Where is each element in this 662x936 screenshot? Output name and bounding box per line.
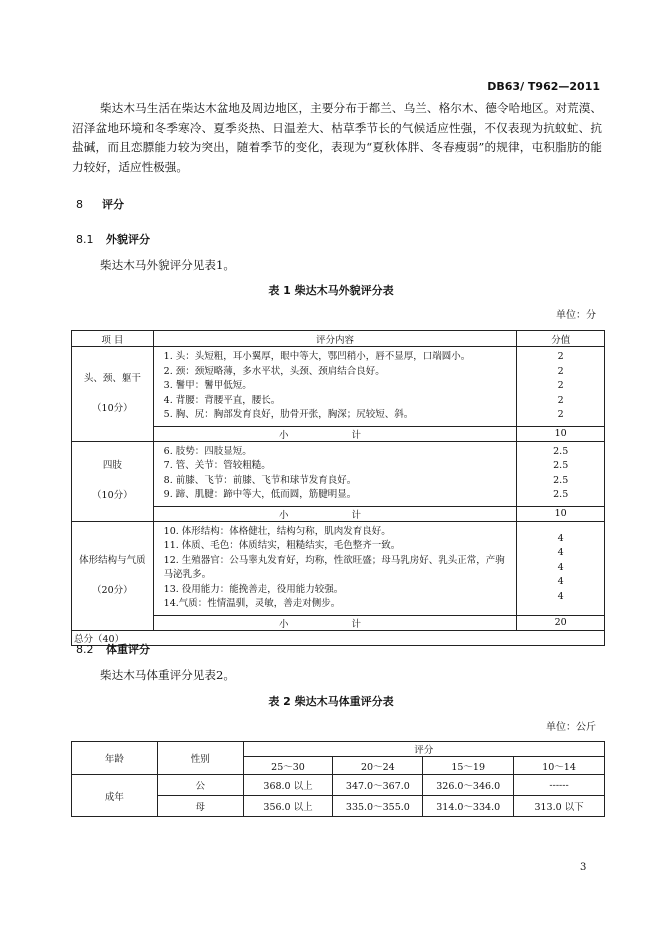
- weight-range: ------: [514, 775, 605, 796]
- header-item: 项 目: [72, 331, 154, 347]
- sex-cell: 母: [157, 796, 243, 817]
- weight-range: 314.0～334.0: [423, 796, 514, 817]
- category-points: （10分）: [92, 490, 133, 501]
- appearance-score-table: [71, 330, 605, 646]
- category-cell: [72, 521, 154, 630]
- score-value: 4: [557, 576, 564, 588]
- header-score: 评分: [243, 742, 604, 757]
- sex-cell: 公: [157, 775, 243, 796]
- subtotal-label: 小 计: [153, 615, 517, 630]
- table1-reference: 柴达木马外貌评分见表1。: [100, 258, 235, 272]
- criterion: 4. 背腰：背腰平直，腰长。: [163, 394, 281, 406]
- category-points: （20分）: [92, 584, 133, 596]
- score-value: 2: [557, 409, 564, 420]
- score-values: [517, 347, 605, 427]
- weight-range: 313.0 以下: [514, 796, 605, 817]
- table2-unit: 单位：公斤: [546, 722, 596, 733]
- score-value: 2.5: [553, 445, 569, 457]
- table2-reference: 柴达木马体重评分见表2。: [100, 668, 235, 682]
- criterion: 1. 头：头短粗，耳小翼厚，眼中等大，鄂凹稍小，唇不显厚，口端圆小。: [163, 351, 471, 362]
- score-value: 4: [557, 532, 564, 544]
- subtotal-value: 10: [517, 426, 605, 441]
- score-value: 2: [557, 365, 564, 377]
- table2-caption: 表 2 柴达木马体重评分表: [268, 695, 394, 708]
- section-title: 外貌评分: [106, 233, 150, 246]
- table1-unit: 单位：分: [556, 310, 596, 321]
- section-8-heading: [76, 196, 124, 212]
- criterion: 12. 生殖器官：公马睾丸发育好，均称，性欲旺盛；母马乳房好、乳头正常，产驹马泌乳多。: [163, 554, 505, 580]
- score-level: 25～30: [243, 757, 333, 775]
- criterion: 9. 蹄、肌腱：蹄中等大，低而圆，筋腱明显。: [163, 489, 357, 500]
- criterion: 14.气质：性情温驯，灵敏，善走对侧步。: [163, 598, 341, 609]
- score-value: 2.5: [553, 474, 569, 486]
- subtotal-label: 小 计: [153, 506, 517, 521]
- criterion: 2. 颈：颈短略薄，多水平状，头颈、颈肩结合良好。: [163, 365, 385, 377]
- category-name: 体形结构与气质: [79, 554, 146, 566]
- criterion: 10. 体形结构：体格健壮，结构匀称，肌肉发育良好。: [163, 525, 391, 537]
- category-cell: [72, 347, 154, 442]
- score-value: 2: [557, 394, 564, 406]
- score-level: 20～24: [333, 757, 423, 775]
- score-level: 15～19: [423, 757, 514, 775]
- header-content: 评分内容: [153, 331, 517, 347]
- criterion: 11. 体质、毛色：体质结实，粗糙结实，毛色整齐一致。: [163, 540, 401, 551]
- total-score: 总分（40）: [72, 630, 605, 645]
- section-number: 8.2: [76, 643, 94, 656]
- document-id: DB63/ T962—2011: [487, 80, 600, 93]
- section-8-2-heading: [76, 641, 150, 657]
- criterion: 7. 管、关节：管较粗糙。: [163, 460, 271, 471]
- score-value: 2.5: [553, 489, 569, 500]
- score-level: 10～14: [514, 757, 605, 775]
- weight-range: 335.0～355.0: [333, 796, 423, 817]
- score-value: 2: [557, 351, 564, 362]
- criterion: 13. 役用能力：能挽善走，役用能力较强。: [163, 583, 344, 595]
- weight-range: 326.0～346.0: [423, 775, 514, 796]
- category-cell: [72, 441, 154, 521]
- score-value: 4: [557, 547, 564, 559]
- subtotal-value: 10: [517, 506, 605, 521]
- header-score: 分值: [517, 331, 605, 347]
- header-age: 年龄: [72, 742, 158, 775]
- section-number: 8: [76, 198, 83, 211]
- weight-score-table: [71, 741, 605, 817]
- weight-range: 356.0 以上: [243, 796, 333, 817]
- weight-range: 347.0～367.0: [333, 775, 423, 796]
- category-name: 头、颈、躯干: [83, 372, 141, 384]
- criterion: 3. 鬐甲：鬐甲低短。: [163, 380, 252, 391]
- section-8-1-heading: [76, 231, 150, 247]
- score-values: [517, 441, 605, 506]
- weight-range: 368.0 以上: [243, 775, 333, 796]
- subtotal-value: 20: [517, 615, 605, 630]
- criteria-list: [153, 347, 517, 427]
- criterion: 8. 前膝、飞节：前膝、飞节和球节发育良好。: [163, 474, 357, 486]
- category-name: 四肢: [102, 460, 122, 471]
- section-title: 体重评分: [106, 643, 150, 656]
- criterion: 5. 胸、尻：胸部发育良好，肋骨开张，胸深；尻较短、斜。: [163, 409, 414, 420]
- table1-caption: 表 1 柴达木马外貌评分表: [268, 284, 394, 297]
- intro-paragraph: 柴达木马生活在柴达木盆地及周边地区，主要分布于都兰、乌兰、格尔木、德令哈地区。对荒漠、沼泽盆地环境和冬季寒冷、夏季炎热、日温差大、枯草季节长的气候适应性强，不仅表现为抗蚊虻、抗盐碱，而且恋膘能力较为突出，随着季节的变化，表现为“夏秋体胖、冬春瘦弱”的规律，屯积脂肪的能力较好，适应性极强。: [72, 101, 602, 174]
- category-points: （10分）: [92, 402, 133, 414]
- score-value: 4: [557, 561, 564, 573]
- criteria-list: [153, 521, 517, 615]
- score-value: 4: [557, 590, 564, 602]
- subtotal-label: 小 计: [153, 426, 517, 441]
- section-number: 8.1: [76, 233, 94, 246]
- score-value: 2.5: [553, 460, 569, 471]
- score-values: [517, 521, 605, 615]
- criteria-list: [153, 441, 517, 506]
- age-group: 成年: [72, 775, 158, 817]
- score-value: 2: [557, 380, 564, 391]
- criterion: 6. 肢势：四肢显短。: [163, 445, 252, 457]
- section-title: 评分: [102, 198, 124, 211]
- page-number: 3: [580, 862, 587, 873]
- header-sex: 性别: [157, 742, 243, 775]
